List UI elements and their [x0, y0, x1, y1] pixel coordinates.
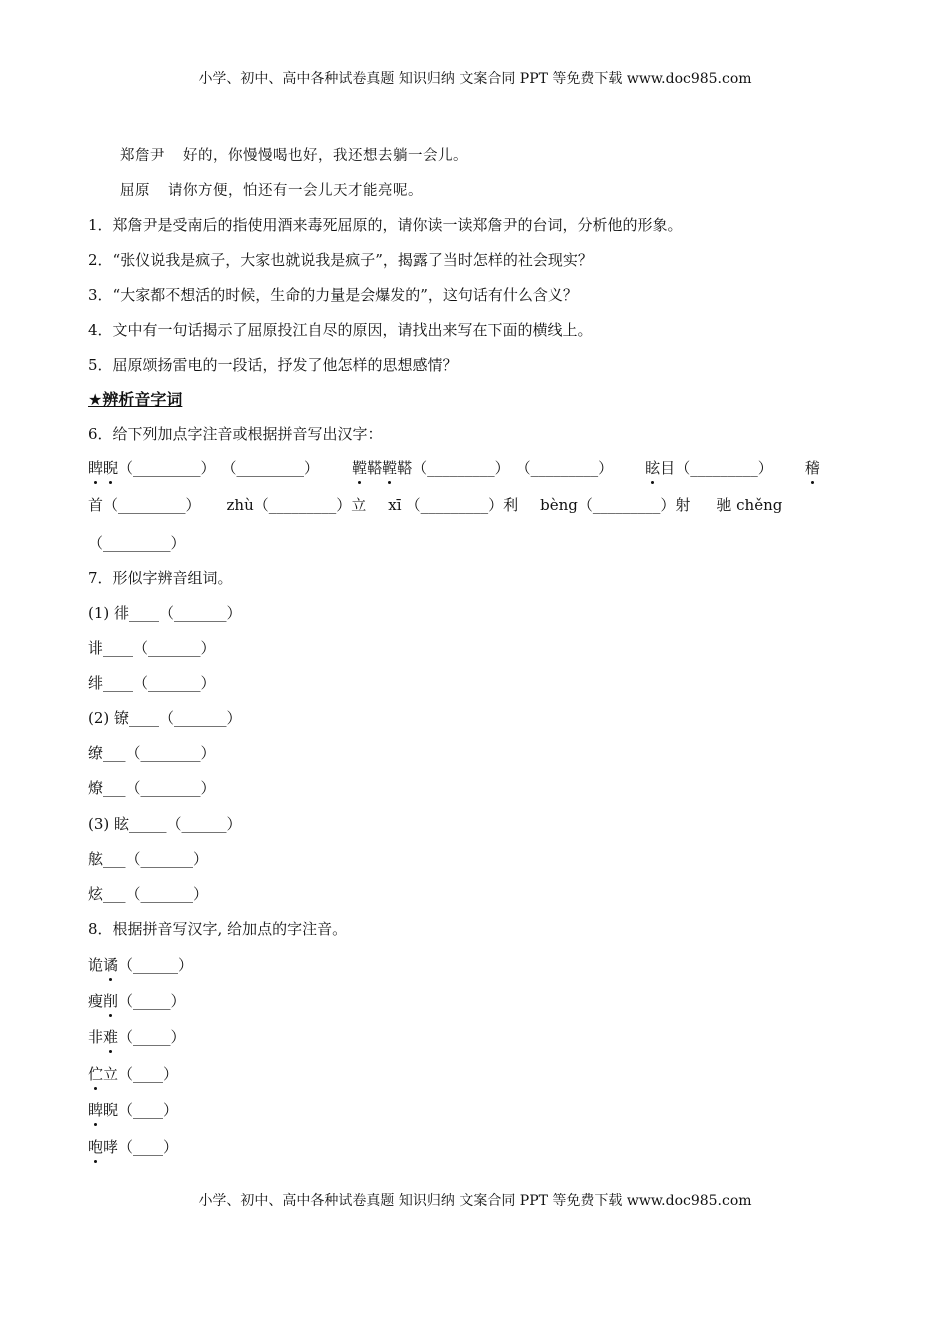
answer-blank[interactable]: （_________）	[675, 459, 773, 477]
dotted-char: 削	[103, 992, 119, 1010]
pinyin: xī	[388, 496, 402, 514]
list-item	[88, 1027, 186, 1047]
dotted-char: 睥	[88, 1101, 104, 1119]
question-2: 2．“张仪说我是疯子，大家也就说我是疯子”，揭露了当时怎样的社会现实？	[88, 251, 593, 269]
char: 哮	[103, 1138, 119, 1156]
question-6-line-2	[88, 495, 782, 515]
char: 诡	[88, 956, 104, 974]
answer-blank[interactable]: （_____）	[118, 1028, 186, 1046]
dialogue-speaker: 屈原	[120, 183, 150, 199]
question-8-prompt: 8．根据拼音写汉字, 给加点的字注音。	[88, 920, 348, 938]
dialogue-line	[120, 146, 468, 166]
list-item: 诽____（_______）	[88, 639, 216, 657]
list-item: 燎___（________）	[88, 779, 216, 797]
dotted-char: 睨	[103, 459, 119, 477]
char: 首	[88, 496, 104, 514]
char: 非	[88, 1028, 104, 1046]
list-item	[88, 991, 186, 1011]
list-item	[88, 1137, 178, 1157]
question-7-prompt: 7．形似字辨音组词。	[88, 569, 233, 587]
pinyin: bèng	[540, 496, 578, 514]
char: 立	[103, 1065, 119, 1083]
answer-blank[interactable]: （_________）	[405, 496, 504, 514]
list-item: (1) 徘____（_______）	[88, 604, 242, 622]
char: 鞳	[367, 459, 383, 477]
question-1: 1．郑詹尹是受南后的指使用酒来毒死屈原的，请你读一读郑詹尹的台词，分析他的形象。	[88, 216, 683, 234]
answer-blank[interactable]: （____）	[118, 1101, 179, 1119]
dialogue-text: 请你方便，怕还有一会儿天才能亮呢。	[168, 183, 423, 199]
question-4: 4．文中有一句话揭示了屈原投江自尽的原因，请找出来写在下面的横线上。	[88, 321, 593, 339]
section-title: ★辨析音字词	[88, 390, 183, 409]
answer-blank[interactable]: （_________）	[88, 534, 186, 552]
dotted-char: 谲	[103, 956, 119, 974]
answer-blank[interactable]: （_________）	[253, 496, 352, 514]
dotted-char: 鞺	[352, 459, 368, 477]
dotted-char: 难	[103, 1028, 119, 1046]
dotted-char: 鞺	[382, 459, 398, 477]
char: 射	[675, 496, 691, 514]
pinyin-word: 驰 chěng	[716, 496, 783, 514]
dotted-char: 伫	[88, 1065, 104, 1083]
list-item	[88, 1064, 178, 1084]
question-5: 5．屈原颂扬雷电的一段话，抒发了他怎样的思想感情？	[88, 356, 458, 374]
dotted-char: 稽	[804, 459, 820, 477]
question-6-line-1	[88, 458, 820, 478]
dotted-char: 咆	[88, 1138, 104, 1156]
answer-blank[interactable]: （_____）	[118, 992, 186, 1010]
list-item	[88, 1100, 178, 1120]
question-6-line-3	[88, 533, 186, 553]
list-item: 舷___（_______）	[88, 850, 209, 868]
char: 瘦	[88, 992, 104, 1010]
answer-blank[interactable]: （____）	[118, 1138, 179, 1156]
list-item: 炫___（_______）	[88, 885, 209, 903]
char: 鞳	[397, 459, 413, 477]
answer-blank[interactable]: （_________）	[577, 496, 676, 514]
list-item: (2) 镣____（_______）	[88, 709, 242, 727]
char: 立	[351, 496, 367, 514]
dialogue-speaker: 郑詹尹	[120, 148, 165, 164]
answer-blank[interactable]: （_________）	[412, 459, 510, 477]
char: 睨	[103, 1101, 119, 1119]
page-footer: 小学、初中、高中各种试卷真题 知识归纳 文案合同 PPT 等免费下载 www.doc985.com	[198, 1193, 752, 1209]
dotted-char: 眩	[645, 459, 661, 477]
answer-blank[interactable]: （_________）	[118, 459, 216, 477]
char: 利	[503, 496, 519, 514]
answer-blank[interactable]: （____）	[118, 1065, 179, 1083]
answer-blank[interactable]: （_________）	[221, 459, 320, 477]
list-item: 缭___（________）	[88, 744, 216, 762]
question-3: 3．“大家都不想活的时候，生命的力量是会爆发的”，这句话有什么含义？	[88, 286, 578, 304]
answer-blank[interactable]: （______）	[118, 956, 194, 974]
answer-blank[interactable]: （_________）	[103, 496, 201, 514]
dialogue-line	[120, 181, 423, 201]
dialogue-text: 好的，你慢慢喝也好，我还想去躺一会儿。	[183, 148, 468, 164]
pinyin: zhù	[226, 496, 254, 514]
question-6-prompt: 6．给下列加点字注音或根据拼音写出汉字：	[88, 425, 383, 443]
answer-blank[interactable]: （_________）	[515, 459, 614, 477]
page-header: 小学、初中、高中各种试卷真题 知识归纳 文案合同 PPT 等免费下载 www.doc985.com	[198, 71, 752, 87]
dotted-char: 睥	[88, 459, 104, 477]
list-item: (3) 眩_____（______）	[88, 815, 242, 833]
list-item: 绯____（_______）	[88, 674, 216, 692]
list-item	[88, 955, 193, 975]
char: 目	[660, 459, 676, 477]
